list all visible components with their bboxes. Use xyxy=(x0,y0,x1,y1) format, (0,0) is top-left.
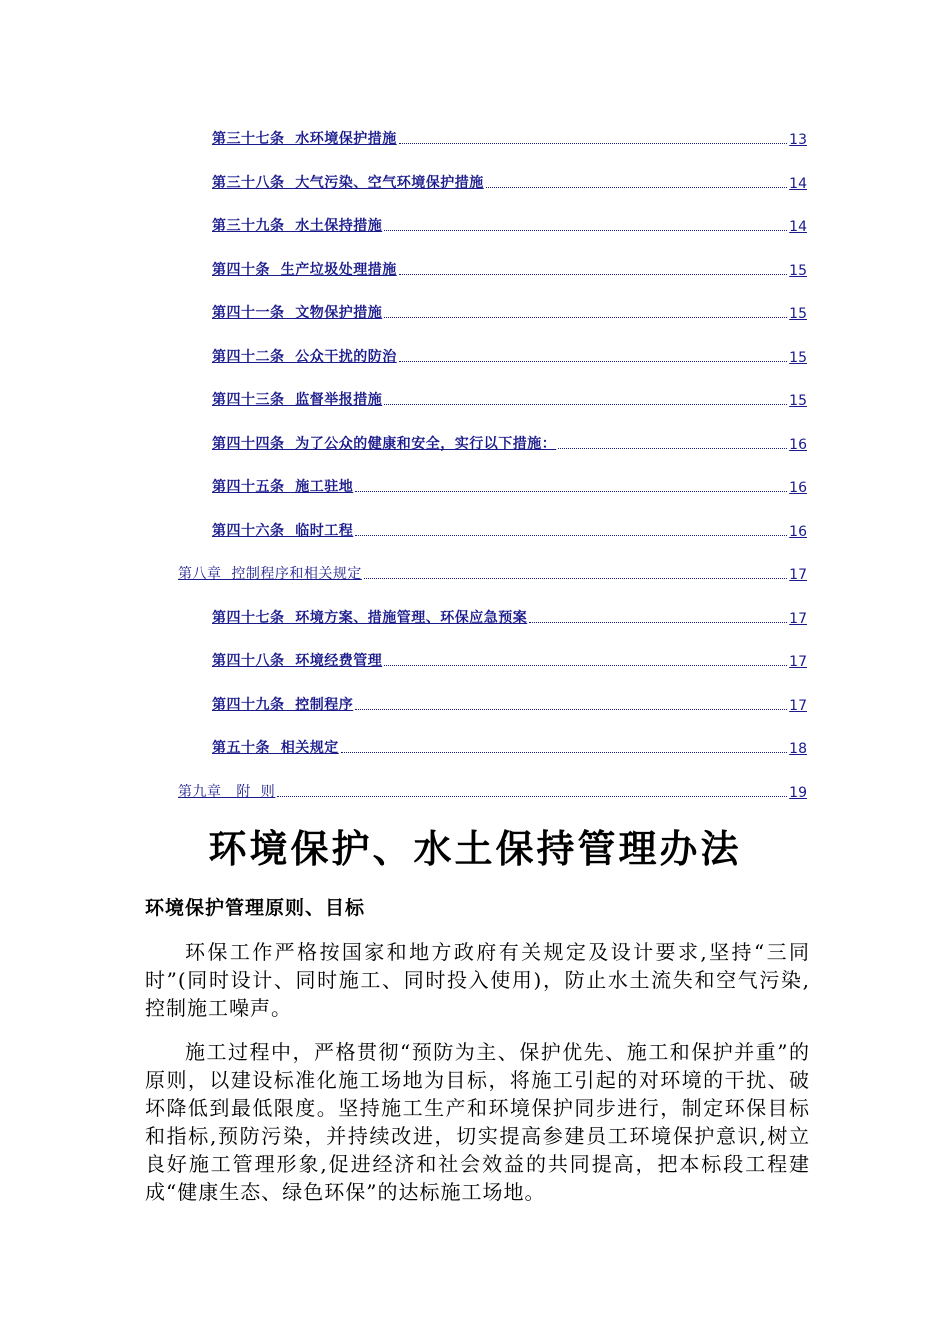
toc-entry[interactable] xyxy=(212,170,807,192)
toc-chapter-entry[interactable] xyxy=(178,561,807,583)
toc-entry-label: 第三十八条 大气污染、空气环境保护措施 xyxy=(212,175,484,191)
toc-page-number: 17 xyxy=(789,611,807,627)
toc-page-number: 15 xyxy=(789,350,807,366)
toc-entry-label: 第四十二条 公众干扰的防治 xyxy=(212,349,397,365)
toc-page-number: 14 xyxy=(789,176,807,192)
toc-leader-dots xyxy=(364,577,787,579)
toc-leader-dots xyxy=(384,229,787,231)
toc-entry[interactable] xyxy=(212,213,807,235)
toc-entry-label: 第三十九条 水土保持措施 xyxy=(212,218,383,234)
body-paragraph: 施工过程中，严格贯彻“预防为主、保护优先、施工和保护并重”的原则，以建设标准化施工场地为目标，将施工引起的对环境的干扰、破坏降低到最低限度。坚持施工生产和环境保护同步进行，制定环保目标和指标,预防污染，并持续改进，切实提高参建员工环境保护意识,树立良好施工管理形象,促进经济和社会效益的共同提高，把本标段工程建成“健康生态、绿色环保”的达标施工场地。 xyxy=(145,1040,810,1204)
toc-leader-dots xyxy=(341,751,787,753)
toc-page-number: 15 xyxy=(789,263,807,279)
toc-chapter-entry[interactable] xyxy=(178,779,807,801)
toc-page-number: 15 xyxy=(789,393,807,409)
toc-entry-label: 第四十七条 环境方案、措施管理、环保应急预案 xyxy=(212,610,528,626)
toc-leader-dots xyxy=(384,664,787,666)
toc-entry-label: 第四十三条 监督举报措施 xyxy=(212,392,383,408)
toc-leader-dots xyxy=(399,360,787,362)
toc-entry[interactable] xyxy=(212,431,807,453)
document-title: 环境保护、水土保持管理办法 xyxy=(208,827,742,871)
toc-page-number: 15 xyxy=(789,306,807,322)
toc-entry-label: 第四十八条 环境经费管理 xyxy=(212,653,383,669)
toc-page-number: 16 xyxy=(789,524,807,540)
toc-page-number: 17 xyxy=(789,654,807,670)
toc-entry[interactable] xyxy=(212,735,807,757)
toc-entry[interactable] xyxy=(212,126,807,148)
toc-entry[interactable] xyxy=(212,257,807,279)
toc-leader-dots xyxy=(399,273,787,275)
toc-leader-dots xyxy=(399,142,787,144)
body-paragraph: 环保工作严格按国家和地方政府有关规定及设计要求,坚持“三同时”(同时设计、同时施工、同时投入使用)，防止水土流失和空气污染,控制施工噪声。 xyxy=(145,940,810,1020)
toc-page-number: 14 xyxy=(789,219,807,235)
toc-page-number: 19 xyxy=(789,785,807,801)
toc-leader-dots xyxy=(558,447,787,449)
toc-entry[interactable] xyxy=(212,692,807,714)
toc-leader-dots xyxy=(355,534,787,536)
toc-entry-label: 第四十五条 施工驻地 xyxy=(212,479,354,495)
toc-entry-label: 第四十一条 文物保护措施 xyxy=(212,305,383,321)
toc-entry[interactable] xyxy=(212,648,807,670)
toc-leader-dots xyxy=(355,490,787,492)
toc-leader-dots xyxy=(355,708,787,710)
toc-leader-dots xyxy=(384,316,787,318)
toc-leader-dots xyxy=(486,186,787,188)
toc-entry-label: 第八章 控制程序和相关规定 xyxy=(178,566,362,582)
toc-page-number: 17 xyxy=(789,567,807,583)
toc-entry[interactable] xyxy=(212,474,807,496)
toc-entry-label: 第三十七条 水环境保护措施 xyxy=(212,131,397,147)
toc-entry[interactable] xyxy=(212,518,807,540)
toc-page-number: 18 xyxy=(789,741,807,757)
section-heading: 环境保护管理原则、目标 xyxy=(145,897,366,919)
toc-entry[interactable] xyxy=(212,387,807,409)
toc-entry[interactable] xyxy=(212,300,807,322)
toc-entry[interactable] xyxy=(212,344,807,366)
toc-page-number: 16 xyxy=(789,437,807,453)
toc-leader-dots xyxy=(384,403,787,405)
toc-entry-label: 第五十条 相关规定 xyxy=(212,740,339,756)
toc-page-number: 17 xyxy=(789,698,807,714)
toc-entry-label: 第四十九条 控制程序 xyxy=(212,697,354,713)
toc-page-number: 16 xyxy=(789,480,807,496)
toc-leader-dots xyxy=(277,795,787,797)
toc-leader-dots xyxy=(529,621,787,623)
toc-entry-label: 第九章 附 则 xyxy=(178,784,276,800)
toc-entry[interactable] xyxy=(212,605,807,627)
toc-entry-label: 第四十四条 为了公众的健康和安全，实行以下措施： xyxy=(212,436,557,452)
toc-page-number: 13 xyxy=(789,132,807,148)
toc-entry-label: 第四十条 生产垃圾处理措施 xyxy=(212,262,397,278)
toc-entry-label: 第四十六条 临时工程 xyxy=(212,523,354,539)
